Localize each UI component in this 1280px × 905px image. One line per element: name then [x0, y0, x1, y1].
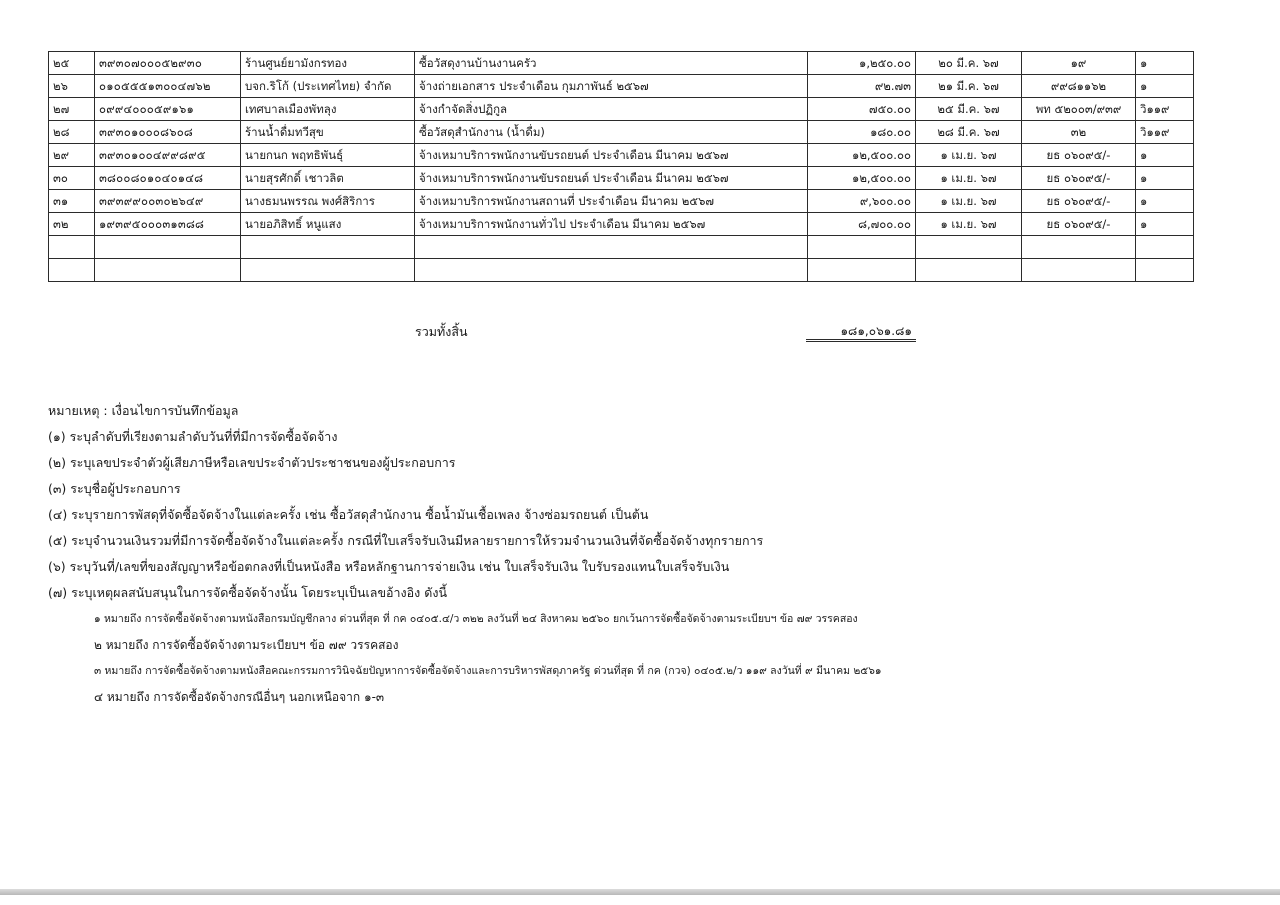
cell-reason: ๑: [1136, 144, 1194, 167]
notes-section: [48, 398, 1228, 710]
cell-no: ๓๐: [49, 167, 95, 190]
cell-item: ซื้อวัสดุสำนักงาน (น้ำดื่ม): [415, 121, 808, 144]
note-item: (๕) ระบุจำนวนเงินรวมที่มีการจัดซื้อจัดจ้างในแต่ละครั้ง กรณีที่ใบเสร็จรับเงินมีหลายรายการให้รวมจำนวนเงินที่จัดซื้อจัดจ้างทุกรายการ: [48, 533, 764, 548]
cell-reason: ๑: [1136, 213, 1194, 236]
cell-amount: ๙๒.๗๓: [808, 75, 916, 98]
table-row-empty: [49, 236, 1194, 259]
cell-doc: ยธ ๐๖๐๙๕/-: [1022, 213, 1136, 236]
note-item: (๑) ระบุลำดับที่เรียงตามลำดับวันที่ที่มีการจัดซื้อจัดจ้าง: [48, 429, 338, 444]
cell-vendor: นายสุรศักดิ์ เชาวลิต: [241, 167, 415, 190]
cell-tax-id: ๓๙๓๙๙๐๐๓๐๒๖๔๙: [95, 190, 241, 213]
cell-vendor: บจก.ริโก้ (ประเทศไทย) จำกัด: [241, 75, 415, 98]
table-row: [49, 121, 1194, 144]
cell-date: ๒๐ มี.ค. ๖๗: [916, 52, 1022, 75]
table-row: [49, 213, 1194, 236]
cell-vendor: นางธมนพรรณ พงศ์สิริการ: [241, 190, 415, 213]
cell-reason: วิ๑๑๙: [1136, 121, 1194, 144]
cell-no: ๒๗: [49, 98, 95, 121]
cell-date: ๑ เม.ย. ๖๗: [916, 213, 1022, 236]
cell-item: จ้างกำจัดสิ่งปฏิกูล: [415, 98, 808, 121]
cell-doc: ๓๒: [1022, 121, 1136, 144]
cell-tax-id: ๓๙๓๐๑๐๐๐๘๖๐๘: [95, 121, 241, 144]
cell-amount: ๗๕๐.๐๐: [808, 98, 916, 121]
cell-date: ๒๕ มี.ค. ๖๗: [916, 98, 1022, 121]
table-row: [49, 144, 1194, 167]
cell-tax-id: ๓๙๓๐๑๐๐๔๙๙๘๙๕: [95, 144, 241, 167]
notes-heading: หมายเหตุ : เงื่อนไขการบันทึกข้อมูล: [48, 403, 239, 418]
note-sub-item: ๓ หมายถึง การจัดซื้อจัดจ้างตามหนังสือคณะกรรมการวินิจฉัยปัญหาการจัดซื้อจัดจ้างและการบริหารพัสดุภาครัฐ ด่วนที่สุด ที่ กค (กวจ) ๐๔๐๕.๒/ว ๑๑๙ ลงวันที่ ๙ มีนาคม ๒๕๖๑: [94, 665, 882, 677]
note-item: (๓) ระบุชื่อผู้ประกอบการ: [48, 481, 181, 496]
cell-doc: ยธ ๐๖๐๙๕/-: [1022, 190, 1136, 213]
cell-item: จ้างเหมาบริการพนักงานขับรถยนต์ ประจำเดือน มีนาคม ๒๕๖๗: [415, 167, 808, 190]
note-item: (๗) ระบุเหตุผลสนับสนุนในการจัดซื้อจัดจ้างนั้น โดยระบุเป็นเลขอ้างอิง ดังนี้: [48, 585, 447, 600]
cell-doc: ยธ ๐๖๐๙๕/-: [1022, 167, 1136, 190]
cell-date: ๑ เม.ย. ๖๗: [916, 190, 1022, 213]
table-row: [49, 75, 1194, 98]
cell-amount: ๑๒,๕๐๐.๐๐: [808, 144, 916, 167]
note-item: (๖) ระบุวันที่/เลขที่ของสัญญาหรือข้อตกลงที่เป็นหนังสือ หรือหลักฐานการจ่ายเงิน เช่น ใบเสร็จรับเงิน ใบรับรองแทนใบเสร็จรับเงิน: [48, 559, 730, 574]
cell-no: ๓๑: [49, 190, 95, 213]
scan-edge-divider: [0, 889, 1280, 895]
cell-amount: ๑,๒๕๐.๐๐: [808, 52, 916, 75]
cell-reason: ๑: [1136, 75, 1194, 98]
cell-reason: วิ๑๑๙: [1136, 98, 1194, 121]
table-row: [49, 190, 1194, 213]
cell-vendor: นายอภิสิทธิ์ หนูแสง: [241, 213, 415, 236]
table-row-empty: [49, 259, 1194, 282]
cell-amount: ๑๘๐.๐๐: [808, 121, 916, 144]
note-sub-item: ๔ หมายถึง การจัดซื้อจัดจ้างกรณีอื่นๆ นอกเหนือจาก ๑-๓: [94, 690, 385, 704]
note-item: (๔) ระบุรายการพัสดุที่จัดซื้อจัดจ้างในแต่ละครั้ง เช่น ซื้อวัสดุสำนักงาน ซื้อน้ำมันเชื้อเพลง จ้างซ่อมรถยนต์ เป็นต้น: [48, 507, 649, 522]
total-value: ๑๘๑,๐๖๑.๘๑: [806, 320, 916, 342]
cell-tax-id: ๐๙๙๔๐๐๐๕๙๑๖๑: [95, 98, 241, 121]
total-label: รวมทั้งสิ้น: [415, 324, 468, 339]
table-row: [49, 98, 1194, 121]
cell-tax-id: ๐๑๐๕๕๕๑๓๐๐๔๗๖๒: [95, 75, 241, 98]
cell-vendor: เทศบาลเมืองพัทลุง: [241, 98, 415, 121]
cell-no: ๒๖: [49, 75, 95, 98]
cell-reason: ๑: [1136, 52, 1194, 75]
table-row: [49, 52, 1194, 75]
cell-no: ๒๘: [49, 121, 95, 144]
cell-date: ๑ เม.ย. ๖๗: [916, 144, 1022, 167]
cell-tax-id: ๓๙๓๐๗๐๐๐๕๒๙๓๐: [95, 52, 241, 75]
note-sub-item: ๑ หมายถึง การจัดซื้อจัดจ้างตามหนังสือกรมบัญชีกลาง ด่วนที่สุด ที่ กค ๐๔๐๕.๔/ว ๓๒๒ ลงวันที่ ๒๔ สิงหาคม ๒๕๖๐ ยกเว้นการจัดซื้อจัดจ้างตามระเบียบฯ ข้อ ๗๙ วรรคสอง: [94, 613, 858, 625]
cell-date: ๒๑ มี.ค. ๖๗: [916, 75, 1022, 98]
cell-amount: ๘,๗๐๐.๐๐: [808, 213, 916, 236]
cell-no: ๓๒: [49, 213, 95, 236]
cell-vendor: ร้านศูนย์ยามังกรทอง: [241, 52, 415, 75]
cell-vendor: นายกนก พฤทธิพันธุ์: [241, 144, 415, 167]
procurement-table: [48, 51, 1194, 282]
cell-vendor: ร้านน้ำดื่มทวีสุข: [241, 121, 415, 144]
table-body: [49, 52, 1194, 282]
cell-amount: ๙,๖๐๐.๐๐: [808, 190, 916, 213]
cell-doc: ยธ ๐๖๐๙๕/-: [1022, 144, 1136, 167]
table-row: [49, 167, 1194, 190]
note-sub-item: ๒ หมายถึง การจัดซื้อจัดจ้างตามระเบียบฯ ข้อ ๗๙ วรรคสอง: [94, 638, 399, 652]
cell-date: ๑ เม.ย. ๖๗: [916, 167, 1022, 190]
cell-item: จ้างเหมาบริการพนักงานขับรถยนต์ ประจำเดือน มีนาคม ๒๕๖๗: [415, 144, 808, 167]
cell-item: ซื้อวัสดุงานบ้านงานครัว: [415, 52, 808, 75]
cell-reason: ๑: [1136, 190, 1194, 213]
cell-no: ๒๕: [49, 52, 95, 75]
cell-item: จ้างเหมาบริการพนักงานสถานที่ ประจำเดือน มีนาคม ๒๕๖๗: [415, 190, 808, 213]
cell-doc: พท ๕๒๐๐๓/๙๓๙: [1022, 98, 1136, 121]
cell-doc: ๑๙: [1022, 52, 1136, 75]
cell-tax-id: ๑๙๓๙๕๐๐๐๓๑๓๘๘: [95, 213, 241, 236]
cell-doc: ๙๙๘๑๑๖๒: [1022, 75, 1136, 98]
cell-no: ๒๙: [49, 144, 95, 167]
cell-item: จ้างเหมาบริการพนักงานทั่วไป ประจำเดือน มีนาคม ๒๕๖๗: [415, 213, 808, 236]
cell-item: จ้างถ่ายเอกสาร ประจำเดือน กุมภาพันธ์ ๒๕๖๗: [415, 75, 808, 98]
cell-date: ๒๘ มี.ค. ๖๗: [916, 121, 1022, 144]
cell-reason: ๑: [1136, 167, 1194, 190]
cell-amount: ๑๒,๕๐๐.๐๐: [808, 167, 916, 190]
cell-tax-id: ๓๘๐๐๘๐๑๐๔๐๑๔๘: [95, 167, 241, 190]
note-item: (๒) ระบุเลขประจำตัวผู้เสียภาษีหรือเลขประจำตัวประชาชนของผู้ประกอบการ: [48, 455, 456, 470]
